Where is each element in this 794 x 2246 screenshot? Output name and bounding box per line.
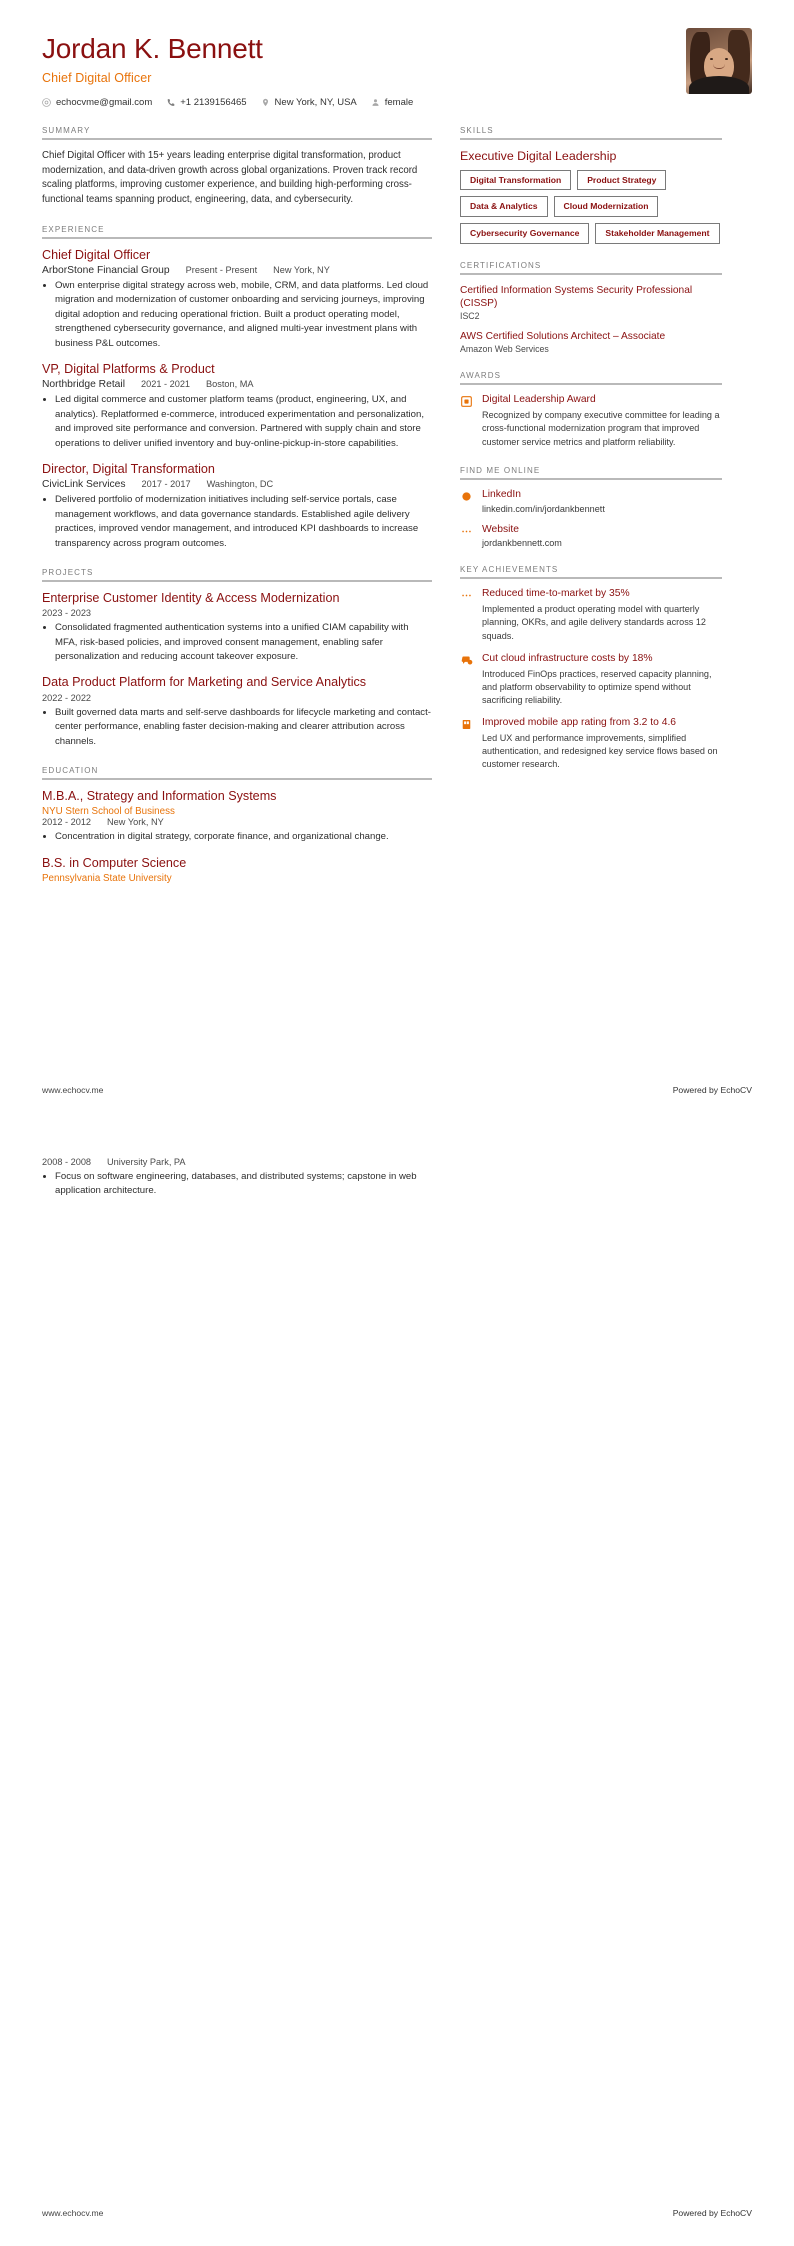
list-item: • Led digital commerce and customer platform teams (product, engineering, UX, and analytics). Replatformed e-commerce, introduced experimentation and personalization, and improved site performance and conversion. Partnered with supply chain and store operations to deliver unified inventory and buy-online-pickup-in-store capabilities.: [55, 393, 432, 451]
education-meta: [42, 817, 432, 827]
skill-chip: Digital Transformation: [460, 170, 571, 191]
section-summary: [42, 126, 432, 208]
contact-location: [261, 97, 357, 108]
list-item: • Consolidated fragmented authentication systems into a unified CIAM capability with MFA, risk-based policies, and improved consent management, enabling safer personalization and reducing account takeover exposure.: [55, 621, 432, 664]
education-meta: [42, 1157, 432, 1167]
resume-columns: [0, 108, 794, 901]
experience-job-title: Chief Digital Officer: [42, 247, 151, 262]
online-profile-item[interactable]: [460, 489, 722, 514]
education-school: NYU Stern School of Business: [42, 806, 175, 818]
resume-page-2: [0, 1123, 794, 2246]
skill-chip-list: [460, 170, 722, 244]
section-heading-awards: AWARDS: [460, 371, 502, 381]
project-bullets: [42, 706, 432, 749]
section-awards: [460, 371, 722, 448]
online-profile-label: LinkedIn: [482, 488, 521, 500]
chat-bubbles-icon: [460, 654, 473, 667]
experience-meta: [42, 379, 432, 390]
list-item: • Concentration in digital strategy, corporate finance, and organizational change.: [55, 830, 432, 844]
achievement-item: [460, 717, 722, 771]
section-heading-projects: PROJECTS: [42, 567, 94, 577]
certification-name: Certified Information Systems Security Professional (CISSP): [460, 284, 693, 309]
award-body: [482, 394, 722, 448]
contact-email-text: echocvme@gmail.com: [56, 96, 153, 108]
award-badge-icon: [460, 395, 473, 408]
footer-powered-by: Powered by EchoCV: [672, 2208, 752, 2218]
experience-entry: [42, 362, 432, 451]
experience-company: ArborStone Financial Group: [42, 265, 170, 277]
skill-chip: Stakeholder Management: [595, 223, 719, 244]
contact-email[interactable]: [42, 97, 152, 108]
experience-entry: [42, 248, 432, 351]
experience-bullets: [42, 279, 432, 351]
achievement-description: Led UX and performance improvements, simplified authentication, and redesigned key service flows based on customer research.: [482, 733, 718, 770]
experience-bullets: [42, 393, 432, 451]
section-skills: [460, 126, 722, 244]
education-degree: B.S. in Computer Science: [42, 855, 187, 870]
experience-meta: [42, 479, 432, 490]
education-entry: [42, 789, 432, 845]
project-title: Enterprise Customer Identity & Access Modernization: [42, 590, 340, 605]
list-item: • Built governed data marts and self-serve dashboards for lifecycle marketing and contact-center performance, enabling faster decision-making and clearer attribution across channels.: [55, 706, 432, 749]
section-heading-experience: EXPERIENCE: [42, 224, 105, 234]
project-bullets: [42, 621, 432, 664]
experience-dates: 2021 - 2021: [141, 379, 191, 390]
right-column: [460, 126, 722, 789]
experience-bullets: [42, 493, 432, 551]
section-divider: [42, 138, 432, 140]
online-profile-item[interactable]: [460, 524, 722, 549]
skill-chip: Cloud Modernization: [554, 196, 659, 217]
section-key-achievements: [460, 565, 722, 771]
page-title: Jordan K. Bennett: [42, 33, 263, 64]
section-divider: [460, 383, 722, 385]
location-icon: [261, 98, 270, 107]
section-divider: [42, 580, 432, 582]
resume-header: [0, 0, 794, 108]
online-profile-label: Website: [482, 523, 520, 535]
avatar: [686, 28, 752, 94]
education-location: New York, NY: [107, 817, 164, 828]
experience-company: Northbridge Retail: [42, 379, 125, 391]
online-profile-url[interactable]: jordankbennett.com: [482, 538, 562, 549]
certification-issuer: ISC2: [460, 311, 480, 322]
experience-meta: [42, 265, 432, 276]
left-column: [42, 126, 432, 901]
job-role-subtitle: Chief Digital Officer: [42, 70, 152, 85]
achievement-title: Cut cloud infrastructure costs by 18%: [482, 652, 653, 664]
section-education: [42, 766, 432, 884]
page-footer: [42, 2208, 752, 2218]
project-meta: [42, 693, 432, 703]
education-degree: M.B.A., Strategy and Information Systems: [42, 788, 277, 803]
footer-powered-by: Powered by EchoCV: [672, 1085, 752, 1095]
person-icon: [371, 98, 380, 107]
education-school: Pennsylvania State University: [42, 873, 172, 885]
linkedin-dot-icon: [460, 490, 473, 503]
section-projects: [42, 568, 432, 749]
certification-name: AWS Certified Solutions Architect – Associate: [460, 331, 666, 343]
section-divider: [42, 237, 432, 239]
education-continued: [42, 1157, 432, 1199]
achievement-title: Reduced time-to-market by 35%: [482, 588, 630, 600]
section-divider: [42, 778, 432, 780]
experience-entry: [42, 462, 432, 551]
experience-job-title: VP, Digital Platforms & Product: [42, 362, 215, 377]
education-entry: [42, 856, 432, 884]
award-description: Recognized by company executive committee for leading a cross-functional modernization program that improved customer service metrics and platform reliability.: [482, 410, 720, 447]
achievement-description: Implemented a product operating model with quarterly planning, OKRs, and agile delivery standards across 12 squads.: [482, 604, 706, 641]
achievement-body: [482, 717, 722, 771]
experience-job-title: Director, Digital Transformation: [42, 461, 215, 476]
section-find-me-online: [460, 466, 722, 549]
section-divider: [460, 478, 722, 480]
skill-chip: Data & Analytics: [460, 196, 548, 217]
list-item: • Delivered portfolio of modernization initiatives including self-service portals, case management workflows, and data governance standards. Established agile delivery practices, improved vendor management, and introduced KPI dashboards to increase transparency across program outcomes.: [55, 493, 432, 551]
section-heading-certifications: CERTIFICATIONS: [460, 260, 542, 270]
achievement-description: Introduced FinOps practices, reserved capacity planning, and platform observability to optimize spend without sacrificing reliability.: [482, 668, 712, 705]
project-meta: [42, 608, 432, 618]
section-divider: [460, 577, 722, 579]
section-divider: [460, 138, 722, 140]
achievement-body: [482, 588, 722, 642]
online-profile-body: [482, 489, 722, 514]
achievement-title: Improved mobile app rating from 3.2 to 4.6: [482, 717, 677, 729]
list-item: • Own enterprise digital strategy across web, mobile, CRM, and data platforms. Led cloud migration and modernization of customer onboarding and servicing journeys, improving digital adoption and reducing operational friction. Built a product operating model, strengthened cybersecurity governance, and aligned multi-year investment plans with business P&L outcomes.: [55, 279, 432, 351]
education-bullets: [42, 1170, 432, 1199]
section-heading-key-achievements: KEY ACHIEVEMENTS: [460, 565, 559, 575]
education-dates: 2012 - 2012: [42, 817, 92, 828]
contact-location-text: New York, NY, USA: [274, 96, 357, 108]
achievement-item: [460, 588, 722, 642]
ellipsis-icon: [460, 525, 473, 538]
education-bullets: [42, 830, 432, 844]
certification-item: [460, 284, 722, 322]
list-item: • Focus on software engineering, databases, and distributed systems; capstone in web application architecture.: [55, 1170, 432, 1199]
book-icon: [460, 718, 473, 731]
footer-website[interactable]: www.echocv.me: [42, 1085, 104, 1095]
award-name: Digital Leadership Award: [482, 394, 596, 406]
experience-location: New York, NY: [273, 265, 330, 276]
contact-phone[interactable]: [166, 97, 246, 108]
section-heading-skills: SKILLS: [460, 125, 494, 135]
experience-dates: 2017 - 2017: [141, 479, 191, 490]
avatar-shoulders: [689, 76, 749, 94]
section-heading-find-me-online: FIND ME ONLINE: [460, 465, 541, 475]
contact-phone-text: +1 2139156465: [180, 96, 247, 108]
contact-gender: [371, 97, 414, 108]
experience-location: Washington, DC: [206, 479, 274, 490]
section-heading-education: EDUCATION: [42, 765, 99, 775]
contact-row: [42, 97, 752, 108]
section-experience: [42, 225, 432, 551]
online-profile-body: [482, 524, 722, 549]
contact-gender-text: female: [384, 96, 414, 108]
education-location: University Park, PA: [107, 1157, 186, 1167]
ellipsis-icon: [460, 589, 473, 602]
education-dates: 2008 - 2008: [42, 1157, 92, 1167]
project-entry: [42, 675, 432, 749]
skill-group-title: Executive Digital Leadership: [460, 148, 617, 163]
page-2-content: [0, 1123, 794, 1199]
skill-chip: Cybersecurity Governance: [460, 223, 589, 244]
email-icon: [42, 98, 51, 107]
section-heading-summary: SUMMARY: [42, 125, 91, 135]
education-entry-continued: [42, 1157, 432, 1199]
certification-item: [460, 330, 722, 354]
section-certifications: [460, 261, 722, 355]
certification-issuer: Amazon Web Services: [460, 344, 549, 355]
project-dates: 2023 - 2023: [42, 608, 92, 619]
skill-chip: Product Strategy: [577, 170, 666, 191]
phone-icon: [166, 98, 175, 107]
project-entry: [42, 591, 432, 665]
achievement-body: [482, 653, 722, 707]
summary-text: Chief Digital Officer with 15+ years leading enterprise digital transformation, product modernization, and data-driven growth across global organizations. Proven track record scaling platforms, improving customer experience, and building high-performing cross-functional teams spanning product, engineering, data, and cybersecurity.: [42, 149, 418, 205]
award-item: [460, 394, 722, 448]
online-profile-url[interactable]: linkedin.com/in/jordankbennett: [482, 503, 605, 514]
experience-location: Boston, MA: [206, 379, 254, 390]
experience-dates: Present - Present: [185, 265, 258, 276]
section-divider: [460, 273, 722, 275]
footer-website[interactable]: www.echocv.me: [42, 2208, 104, 2218]
project-dates: 2022 - 2022: [42, 692, 92, 703]
achievement-item: [460, 653, 722, 707]
page-footer: [42, 1085, 752, 1095]
project-title: Data Product Platform for Marketing and Service Analytics: [42, 675, 367, 690]
experience-company: CivicLink Services: [42, 479, 126, 491]
